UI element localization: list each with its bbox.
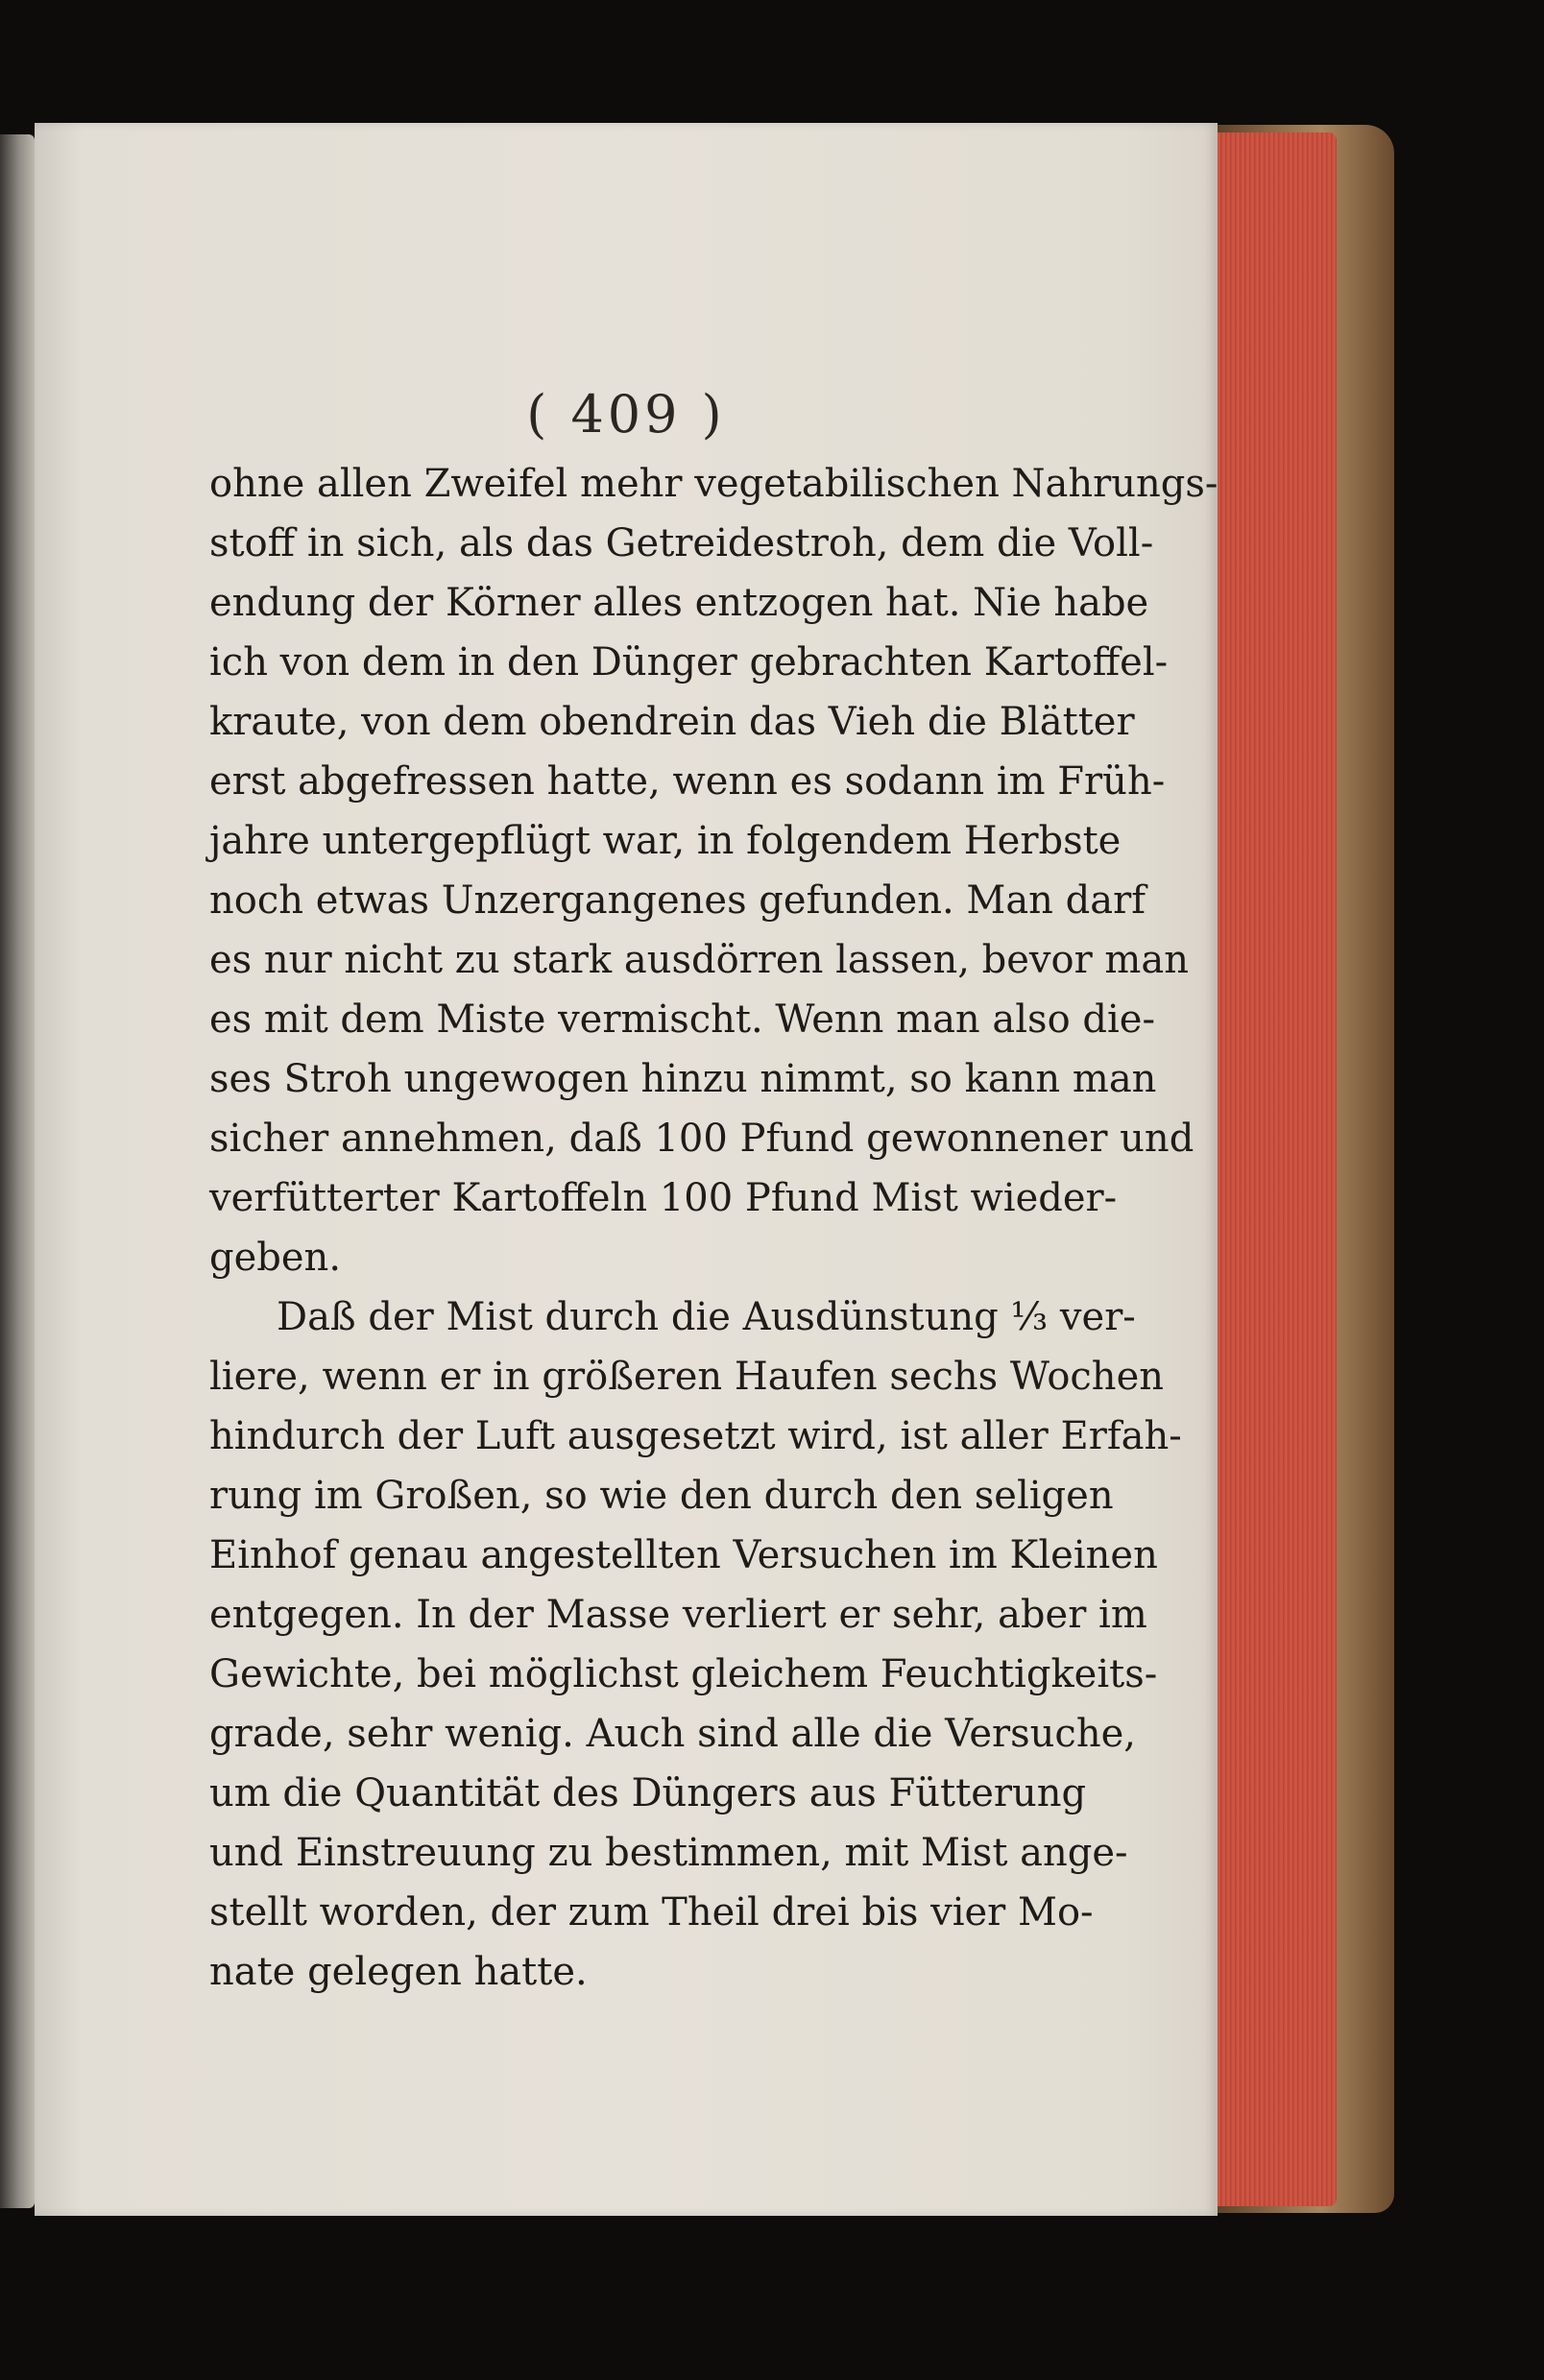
text-line: nate gelegen hatte. — [209, 1950, 588, 1994]
text-line: kraute, von dem obendrein das Vieh die Blätter — [209, 700, 1135, 744]
text-line: sicher annehmen, daß 100 Pfund gewonnener und — [209, 1117, 1194, 1161]
previous-page-edge — [0, 134, 35, 2208]
text-line: verfütterter Kartoffeln 100 Pfund Mist wieder- — [209, 1176, 1118, 1220]
text-line: Einhof genau angestellten Versuchen im Kleinen — [209, 1533, 1158, 1577]
text-line: ohne allen Zweifel mehr vegetabilischen Nahrungs- — [209, 462, 1218, 506]
text-line: liere, wenn er in größeren Haufen sechs Wochen — [209, 1355, 1165, 1399]
text-line: es mit dem Miste vermischt. Wenn man also die- — [209, 998, 1155, 1042]
text-line: erst abgefressen hatte, wenn es sodann im Früh- — [209, 759, 1166, 804]
text-line: hindurch der Luft ausgesetzt wird, ist aller Erfah- — [209, 1414, 1182, 1458]
text-line: endung der Körner alles entzogen hat. Nie habe — [209, 581, 1149, 625]
text-line: noch etwas Unzergangenes gefunden. Man darf — [209, 878, 1146, 923]
red-page-edges — [1212, 132, 1337, 2206]
paragraph-start-line: Daß der Mist durch die Ausdünstung ⅓ ver- — [277, 1295, 1136, 1339]
text-line: ses Stroh ungewogen hinzu nimmt, so kann man — [209, 1057, 1157, 1101]
text-line: jahre untergepflügt war, in folgendem Herbste — [209, 819, 1122, 863]
text-line: Gewichte, bei möglichst gleichem Feuchtigkeits- — [209, 1652, 1158, 1696]
text-line: ich von dem in den Dünger gebrachten Kartoffel- — [209, 640, 1169, 685]
text-line: grade, sehr wenig. Auch sind alle die Versuche, — [209, 1712, 1136, 1756]
text-line: rung im Großen, so wie den durch den seligen — [209, 1474, 1114, 1518]
text-line: um die Quantität des Düngers aus Fütterung — [209, 1771, 1087, 1815]
text-line: stellt worden, der zum Theil drei bis vier Mo- — [209, 1890, 1094, 1935]
text-line: stoff in sich, als das Getreidestroh, dem die Voll- — [209, 521, 1154, 565]
page-number: ( 409 ) — [526, 384, 726, 445]
text-line: entgegen. In der Masse verliert er sehr, aber im — [209, 1593, 1147, 1637]
text-line: es nur nicht zu stark ausdörren lassen, bevor man — [209, 938, 1189, 982]
body-text — [209, 454, 1218, 2002]
book-page — [35, 123, 1218, 2216]
text-line: und Einstreuung zu bestimmen, mit Mist ange- — [209, 1831, 1128, 1875]
text-line: geben. — [209, 1236, 342, 1280]
